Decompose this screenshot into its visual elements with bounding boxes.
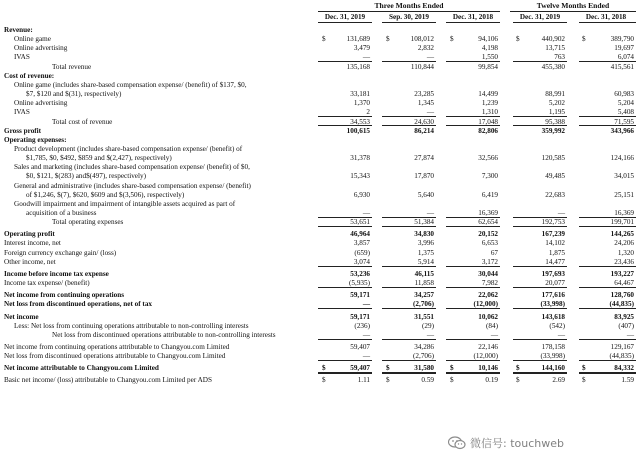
row-label: Sales and marketing (includes share-based compensation expense/ (benefit) of $0, <box>14 163 250 172</box>
row-label: Less: Net loss from continuing operations attributable to non-controlling interests <box>14 321 249 330</box>
table-row <box>0 351 640 360</box>
currency-symbol: $ <box>516 35 520 44</box>
value-cell: 34,553 <box>350 117 370 126</box>
value-cell: 1.11 <box>357 376 370 385</box>
value-cell: 5,640 <box>417 190 434 199</box>
row-label: Product development (includes share-based compensation expense/ (benefit) of <box>14 144 243 153</box>
row-label: Net income attributable to Changyou.com Limited <box>4 364 159 373</box>
row-label: Net loss from discontinued operations attributable to Changyou.com Limited <box>4 352 226 361</box>
value-cell: 440,902 <box>541 35 565 44</box>
currency-symbol: $ <box>386 364 390 373</box>
value-cell: 128,760 <box>610 291 634 300</box>
table-row <box>0 107 640 116</box>
value-cell: 13,715 <box>545 44 565 53</box>
value-cell: 1,375 <box>417 248 434 257</box>
value-cell: 46,115 <box>414 269 434 278</box>
value-cell: 95,388 <box>545 117 565 126</box>
header-twelve-months: Twelve Months Ended <box>536 1 610 10</box>
value-cell: 88,991 <box>545 90 565 99</box>
currency-symbol: $ <box>322 364 326 373</box>
value-cell: — <box>426 53 434 62</box>
row-label: IVAS <box>14 53 30 62</box>
value-cell: 34,015 <box>614 172 634 181</box>
value-cell: 343,966 <box>610 126 634 135</box>
value-cell: 23,285 <box>414 90 434 99</box>
header-date: Dec. 31, 2019 <box>324 13 366 21</box>
value-cell: 120,585 <box>541 154 565 163</box>
value-cell: 359,992 <box>541 126 565 135</box>
value-cell: 31,580 <box>414 364 434 373</box>
value-cell: 17,870 <box>414 172 434 181</box>
table-row <box>0 153 640 162</box>
value-cell: 389,790 <box>610 35 634 44</box>
value-cell: 144,160 <box>541 364 565 373</box>
value-cell: 763 <box>554 53 565 62</box>
value-cell: 23,436 <box>614 257 634 266</box>
row-label: Income before income tax expense <box>4 269 109 278</box>
value-cell: 11,858 <box>414 279 434 288</box>
value-cell: 22,062 <box>478 291 498 300</box>
value-cell: 22,146 <box>478 342 498 351</box>
value-cell: — <box>426 209 434 217</box>
table-row <box>0 312 640 321</box>
table-row <box>0 208 640 217</box>
value-cell: 6,074 <box>617 53 634 62</box>
value-cell: 1,550 <box>481 53 498 62</box>
value-cell: 59,171 <box>350 312 370 321</box>
value-cell: 59,171 <box>350 291 370 300</box>
table-row <box>0 117 640 126</box>
value-cell: (44,835) <box>609 352 634 361</box>
value-cell: 22,683 <box>545 190 565 199</box>
value-cell: (659) <box>354 248 370 257</box>
value-cell: 178,158 <box>541 342 565 351</box>
value-cell: 82,806 <box>478 126 498 135</box>
table-row <box>0 248 640 257</box>
header-date: Sep. 30, 2019 <box>389 13 429 21</box>
value-cell: — <box>362 330 370 339</box>
value-cell: 53,651 <box>350 218 370 227</box>
table-row <box>0 43 640 52</box>
row-label: Other income, net <box>4 257 56 266</box>
row-label: IVAS <box>14 108 30 117</box>
value-cell: 3,074 <box>353 257 370 266</box>
value-cell: 59,407 <box>350 364 370 373</box>
value-cell: 60,983 <box>614 90 634 99</box>
value-cell: 25,151 <box>614 190 634 199</box>
value-cell: 19,697 <box>614 44 634 53</box>
row-label: Operating expenses: <box>4 135 67 144</box>
watermark <box>448 432 608 454</box>
currency-symbol: $ <box>582 364 586 373</box>
value-cell: 5,408 <box>617 108 634 117</box>
value-cell: 27,874 <box>414 154 434 163</box>
value-cell: 177,616 <box>541 291 565 300</box>
table-row <box>0 363 640 372</box>
value-cell: (12,000) <box>473 300 498 309</box>
currency-symbol: $ <box>582 35 586 44</box>
value-cell: 129,167 <box>610 342 634 351</box>
value-cell: (542) <box>549 321 565 330</box>
table-row <box>0 269 640 278</box>
value-cell: — <box>490 330 498 339</box>
table-row <box>0 34 640 43</box>
value-cell: 53,236 <box>350 269 370 278</box>
value-cell: (2,706) <box>413 352 434 361</box>
value-cell: 15,343 <box>350 172 370 181</box>
table-row <box>0 330 640 339</box>
row-label: Total cost of revenue <box>52 117 113 126</box>
value-cell: 34,830 <box>414 230 434 239</box>
table-row <box>0 62 640 71</box>
value-cell: 51,384 <box>414 218 434 227</box>
table-row <box>0 89 640 98</box>
row-label: $0, $121, $(283) and$(497), respectively) <box>26 172 146 181</box>
value-cell: 3,172 <box>481 257 498 266</box>
table-row <box>0 71 640 80</box>
value-cell: 143,618 <box>541 312 565 321</box>
value-cell: 0.19 <box>485 376 498 385</box>
value-cell: 14,102 <box>545 239 565 248</box>
row-label: Operating profit <box>4 230 55 239</box>
value-cell: — <box>362 53 370 62</box>
value-cell: 1.59 <box>621 376 634 385</box>
value-cell: (12,000) <box>473 352 498 361</box>
value-cell: — <box>426 330 434 339</box>
wechat-icon <box>448 436 466 450</box>
value-cell: 199,701 <box>610 218 634 227</box>
table-row <box>0 25 640 34</box>
value-cell: 197,693 <box>541 269 565 278</box>
table-row <box>0 126 640 135</box>
table-row <box>0 375 640 384</box>
header-three-months: Three Months Ended <box>374 1 444 10</box>
value-cell: 84,332 <box>614 364 634 373</box>
row-label: Net income from continuing operations attributable to Changyou.com Limited <box>4 342 230 351</box>
row-label: Interest income, net <box>4 239 61 248</box>
value-cell: — <box>362 300 370 309</box>
value-cell: 135,168 <box>346 62 370 71</box>
watermark-text: 微信号: touchweb <box>470 437 564 450</box>
value-cell: 192,753 <box>541 218 565 227</box>
value-cell: 67 <box>490 248 498 257</box>
row-label: Cost of revenue: <box>4 71 55 80</box>
table-row <box>0 299 640 308</box>
table-row <box>0 342 640 351</box>
value-cell: 31,551 <box>414 312 434 321</box>
value-cell: 0.59 <box>421 376 434 385</box>
table-row <box>0 80 640 89</box>
header-date: Dec. 31, 2018 <box>452 13 494 21</box>
value-cell: 5,202 <box>548 99 565 108</box>
value-cell: 2 <box>366 108 370 117</box>
currency-symbol: $ <box>322 35 326 44</box>
value-cell: 14,477 <box>545 257 565 266</box>
table-row <box>0 98 640 107</box>
table-row <box>0 278 640 287</box>
value-cell: 5,204 <box>617 99 634 108</box>
value-cell: 2,832 <box>417 44 434 53</box>
row-label: General and administrative (includes share-based compensation expense/ (benefit) <box>14 181 251 190</box>
currency-symbol: $ <box>450 364 454 373</box>
row-label: Net income <box>4 312 39 321</box>
value-cell: 33,181 <box>350 90 370 99</box>
row-label: Foreign currency exchange gain/ (loss) <box>4 248 117 257</box>
table-row <box>0 290 640 299</box>
value-cell: 3,857 <box>353 239 370 248</box>
row-label: acquisition of a business <box>26 209 97 217</box>
value-cell: 4,198 <box>481 44 498 53</box>
value-cell: 124,166 <box>610 154 634 163</box>
table-row <box>0 217 640 226</box>
value-cell: 16,369 <box>614 209 634 217</box>
value-cell: 110,844 <box>410 62 434 71</box>
value-cell: 32,566 <box>478 154 498 163</box>
value-cell: 3,996 <box>417 239 434 248</box>
row-label: of $1,246, $(7), $620, $609 and $(3,506), respectively) <box>26 190 185 199</box>
row-label: $7, $120 and $(31), respectively) <box>26 90 122 99</box>
value-cell: (236) <box>354 321 370 330</box>
row-label: Online game (includes share-based compensation expense/ (benefit) of $137, $0, <box>14 80 247 89</box>
value-cell: (2,706) <box>413 300 434 309</box>
currency-symbol: $ <box>450 35 454 44</box>
value-cell: 144,265 <box>610 230 634 239</box>
value-cell: (33,998) <box>540 352 565 361</box>
table-row <box>0 190 640 199</box>
value-cell: 20,077 <box>545 279 565 288</box>
row-label: Basic net income/ (loss) attributable to Changyou.com Limited per ADS <box>4 376 212 385</box>
table-row <box>0 257 640 266</box>
value-cell: 59,407 <box>350 342 370 351</box>
currency-symbol: $ <box>386 35 390 44</box>
row-label: Online advertising <box>14 99 68 108</box>
value-cell: 46,964 <box>350 230 370 239</box>
value-cell: 167,239 <box>541 230 565 239</box>
value-cell: — <box>426 108 434 117</box>
value-cell: 24,206 <box>614 239 634 248</box>
row-label: Total operating expenses <box>52 218 124 227</box>
value-cell: 3,479 <box>353 44 370 53</box>
value-cell: 64,467 <box>614 279 634 288</box>
row-label: Gross profit <box>4 126 42 135</box>
value-cell: 71,595 <box>614 117 634 126</box>
currency-symbol: $ <box>516 364 520 373</box>
currency-symbol: $ <box>322 376 326 385</box>
currency-symbol: $ <box>450 376 454 385</box>
value-cell: 1,320 <box>617 248 634 257</box>
value-cell: 24,630 <box>414 117 434 126</box>
value-cell: 6,419 <box>481 190 498 199</box>
value-cell: 1,875 <box>548 248 565 257</box>
value-cell: (33,998) <box>540 300 565 309</box>
value-cell: 17,048 <box>478 117 498 126</box>
table-row <box>0 144 640 153</box>
row-label: Net loss from discontinued operations attributable to non-controlling interests <box>52 330 276 339</box>
row-label: Goodwill impairment and impairment of intangible assets acquired as part of <box>14 199 236 208</box>
value-cell: 2.69 <box>552 376 565 385</box>
value-cell: (44,835) <box>609 300 634 309</box>
value-cell: 455,380 <box>541 62 565 71</box>
value-cell: — <box>362 352 370 361</box>
value-cell: 7,300 <box>481 172 498 181</box>
table-row <box>0 229 640 238</box>
value-cell: 10,062 <box>478 312 498 321</box>
value-cell: (29) <box>422 321 434 330</box>
value-cell: 30,044 <box>478 269 498 278</box>
value-cell: 31,378 <box>350 154 370 163</box>
value-cell: 99,854 <box>478 62 498 71</box>
value-cell: 1,195 <box>548 108 565 117</box>
row-label: $1,785, $0, $492, $859 and $(2,427), respectively) <box>26 154 172 163</box>
value-cell: 193,227 <box>610 269 634 278</box>
value-cell: 10,146 <box>478 364 498 373</box>
value-cell: — <box>362 209 370 217</box>
value-cell: 34,286 <box>414 342 434 351</box>
value-cell: (84) <box>486 321 498 330</box>
row-label: Online advertising <box>14 44 68 53</box>
value-cell: — <box>557 209 565 217</box>
value-cell: 415,561 <box>610 62 634 71</box>
table-row <box>0 135 640 144</box>
table-row <box>0 171 640 180</box>
table-row <box>0 52 640 61</box>
value-cell: 86,214 <box>414 126 434 135</box>
row-label: Total revenue <box>52 62 92 71</box>
table-row <box>0 162 640 171</box>
value-cell: 108,012 <box>410 35 434 44</box>
currency-symbol: $ <box>386 376 390 385</box>
value-cell: 1,239 <box>481 99 498 108</box>
value-cell: 5,914 <box>417 257 434 266</box>
currency-symbol: $ <box>582 376 586 385</box>
value-cell: 14,499 <box>478 90 498 99</box>
value-cell: — <box>557 330 565 339</box>
row-label: Net loss from discontinued operations, net of tax <box>4 300 153 309</box>
row-label: Income tax expense/ (benefit) <box>4 279 90 288</box>
table-row <box>0 321 640 330</box>
value-cell: 20,152 <box>478 230 498 239</box>
value-cell: (407) <box>618 321 634 330</box>
row-label: Online game <box>14 35 51 44</box>
value-cell: 100,615 <box>346 126 370 135</box>
value-cell: 1,370 <box>353 99 370 108</box>
row-label: Revenue: <box>4 26 33 34</box>
value-cell: 34,257 <box>414 291 434 300</box>
value-cell: 94,106 <box>478 35 498 44</box>
value-cell: 7,982 <box>481 279 498 288</box>
header-date: Dec. 31, 2018 <box>585 13 627 21</box>
value-cell: 6,653 <box>481 239 498 248</box>
currency-symbol: $ <box>516 376 520 385</box>
table-row <box>0 199 640 208</box>
value-cell: 6,930 <box>353 190 370 199</box>
header-date: Dec. 31, 2019 <box>519 13 561 21</box>
value-cell: 83,925 <box>614 312 634 321</box>
table-row <box>0 181 640 190</box>
value-cell: 49,485 <box>545 172 565 181</box>
value-cell: — <box>626 330 634 339</box>
value-cell: 1,310 <box>481 108 498 117</box>
value-cell: (5,935) <box>349 279 370 288</box>
value-cell: 131,689 <box>346 35 370 44</box>
table-row <box>0 238 640 247</box>
value-cell: 62,654 <box>478 218 498 227</box>
value-cell: 1,345 <box>417 99 434 108</box>
row-label: Net income from continuing operations <box>4 291 125 300</box>
value-cell: 16,369 <box>478 209 498 217</box>
